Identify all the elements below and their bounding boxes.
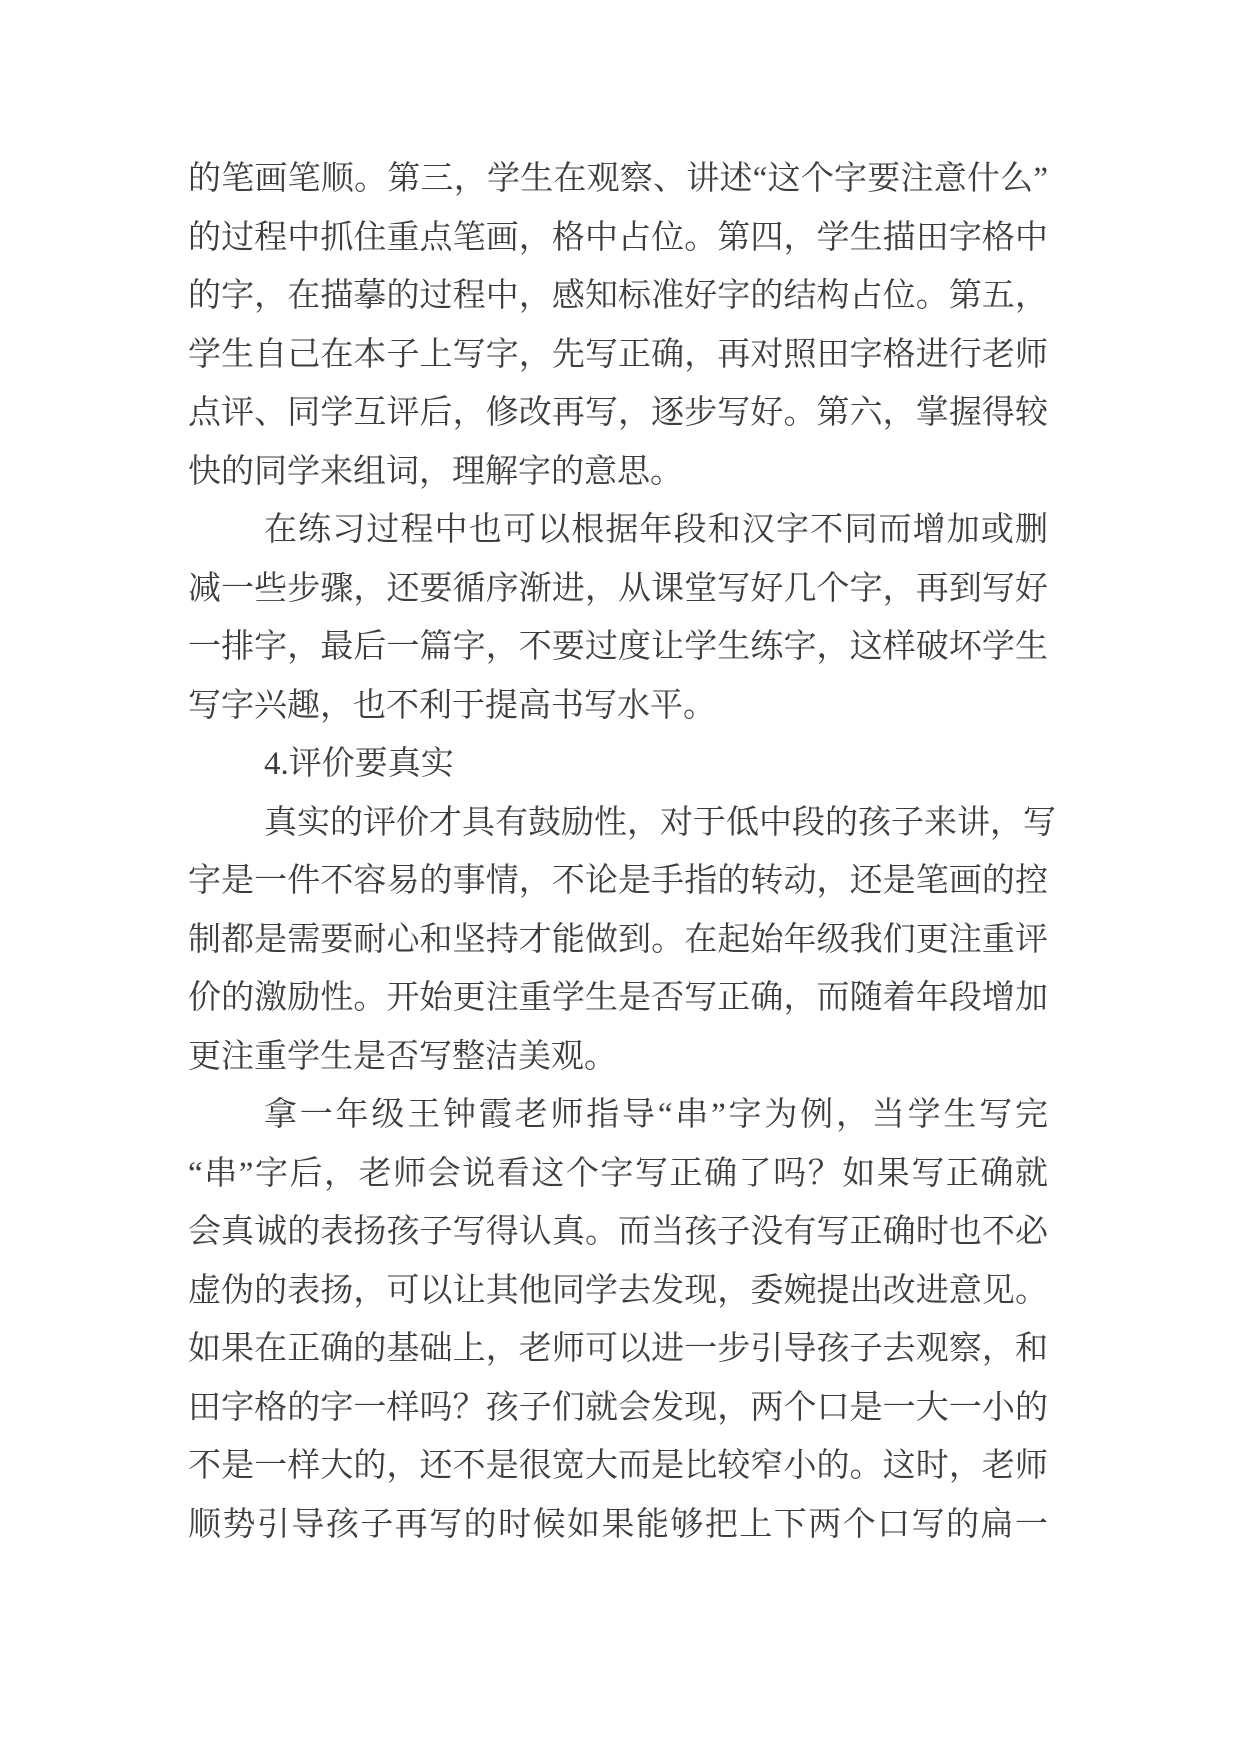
text-line: 会真诚的表扬孩子写得认真。而当孩子没有写正确时也不必	[188, 1214, 1048, 1250]
paragraph	[188, 794, 1056, 1087]
text-line: 快的同学来组词，理解字的意思。	[188, 453, 683, 490]
paragraph	[188, 150, 1048, 501]
text-line: 不是一样大的，还不是很宽大而是比较窄小的。这时，老师	[188, 1448, 1048, 1484]
text-line: 的过程中抓住重点笔画，格中占位。第四，学生描田字格中	[188, 219, 1048, 256]
text-line: 拿一年级王钟霞老师指导“串”字为例，当学生写完	[264, 1097, 1048, 1133]
text-line: 学生自己在本子上写字，先写正确，再对照田字格进行老师	[188, 336, 1048, 373]
text-line: 一排字，最后一篇字，不要过度让学生练字，这样破坏学生	[188, 629, 1048, 665]
text-line: 田字格的字一样吗？孩子们就会发现，两个口是一大一小的	[188, 1389, 1048, 1426]
paragraph	[188, 1086, 1048, 1554]
text-line: 点评、同学互评后，修改再写，逐步写好。第六，掌握得较	[188, 395, 1048, 431]
text-line: 顺势引导孩子再写的时候如果能够把上下两个口写的扁一	[188, 1506, 1048, 1543]
text-line: “串”字后，老师会说看这个字写正确了吗？如果写正确就	[188, 1155, 1048, 1192]
text-line: 在练习过程中也可以根据年段和汉字不同而增加或删	[264, 512, 1048, 548]
text-line: 的字，在描摹的过程中，感知标准好字的结构占位。第五，	[188, 278, 1048, 314]
text-line: 字是一件不容易的事情，不论是手指的转动，还是笔画的控	[188, 863, 1048, 899]
text-line: 减一些步骤，还要循序渐进，从课堂写好几个字，再到写好	[188, 570, 1048, 607]
paragraph	[188, 735, 1048, 794]
text-line: 如果在正确的基础上，老师可以进一步引导孩子去观察，和	[188, 1331, 1048, 1367]
text-line: 更注重学生是否写整洁美观。	[188, 1038, 617, 1075]
text-line: 虚伪的表扬，可以让其他同学去发现，委婉提出改进意见。	[188, 1272, 1048, 1309]
text-line: 制都是需要耐心和坚持才能做到。在起始年级我们更注重评	[188, 921, 1048, 958]
text-line: 的笔画笔顺。第三，学生在观察、讲述“这个字要注意什么”	[188, 161, 1048, 197]
document-text-block	[188, 150, 1056, 1554]
text-line: 写字兴趣，也不利于提高书写水平。	[188, 687, 716, 724]
text-line: 4.评价要真实	[264, 746, 454, 782]
paragraph	[188, 501, 1048, 735]
text-line: 真实的评价才具有鼓励性，对于低中段的孩子来讲，写	[264, 804, 1056, 841]
text-line: 价的激励性。开始更注重学生是否写正确，而随着年段增加	[188, 980, 1048, 1016]
